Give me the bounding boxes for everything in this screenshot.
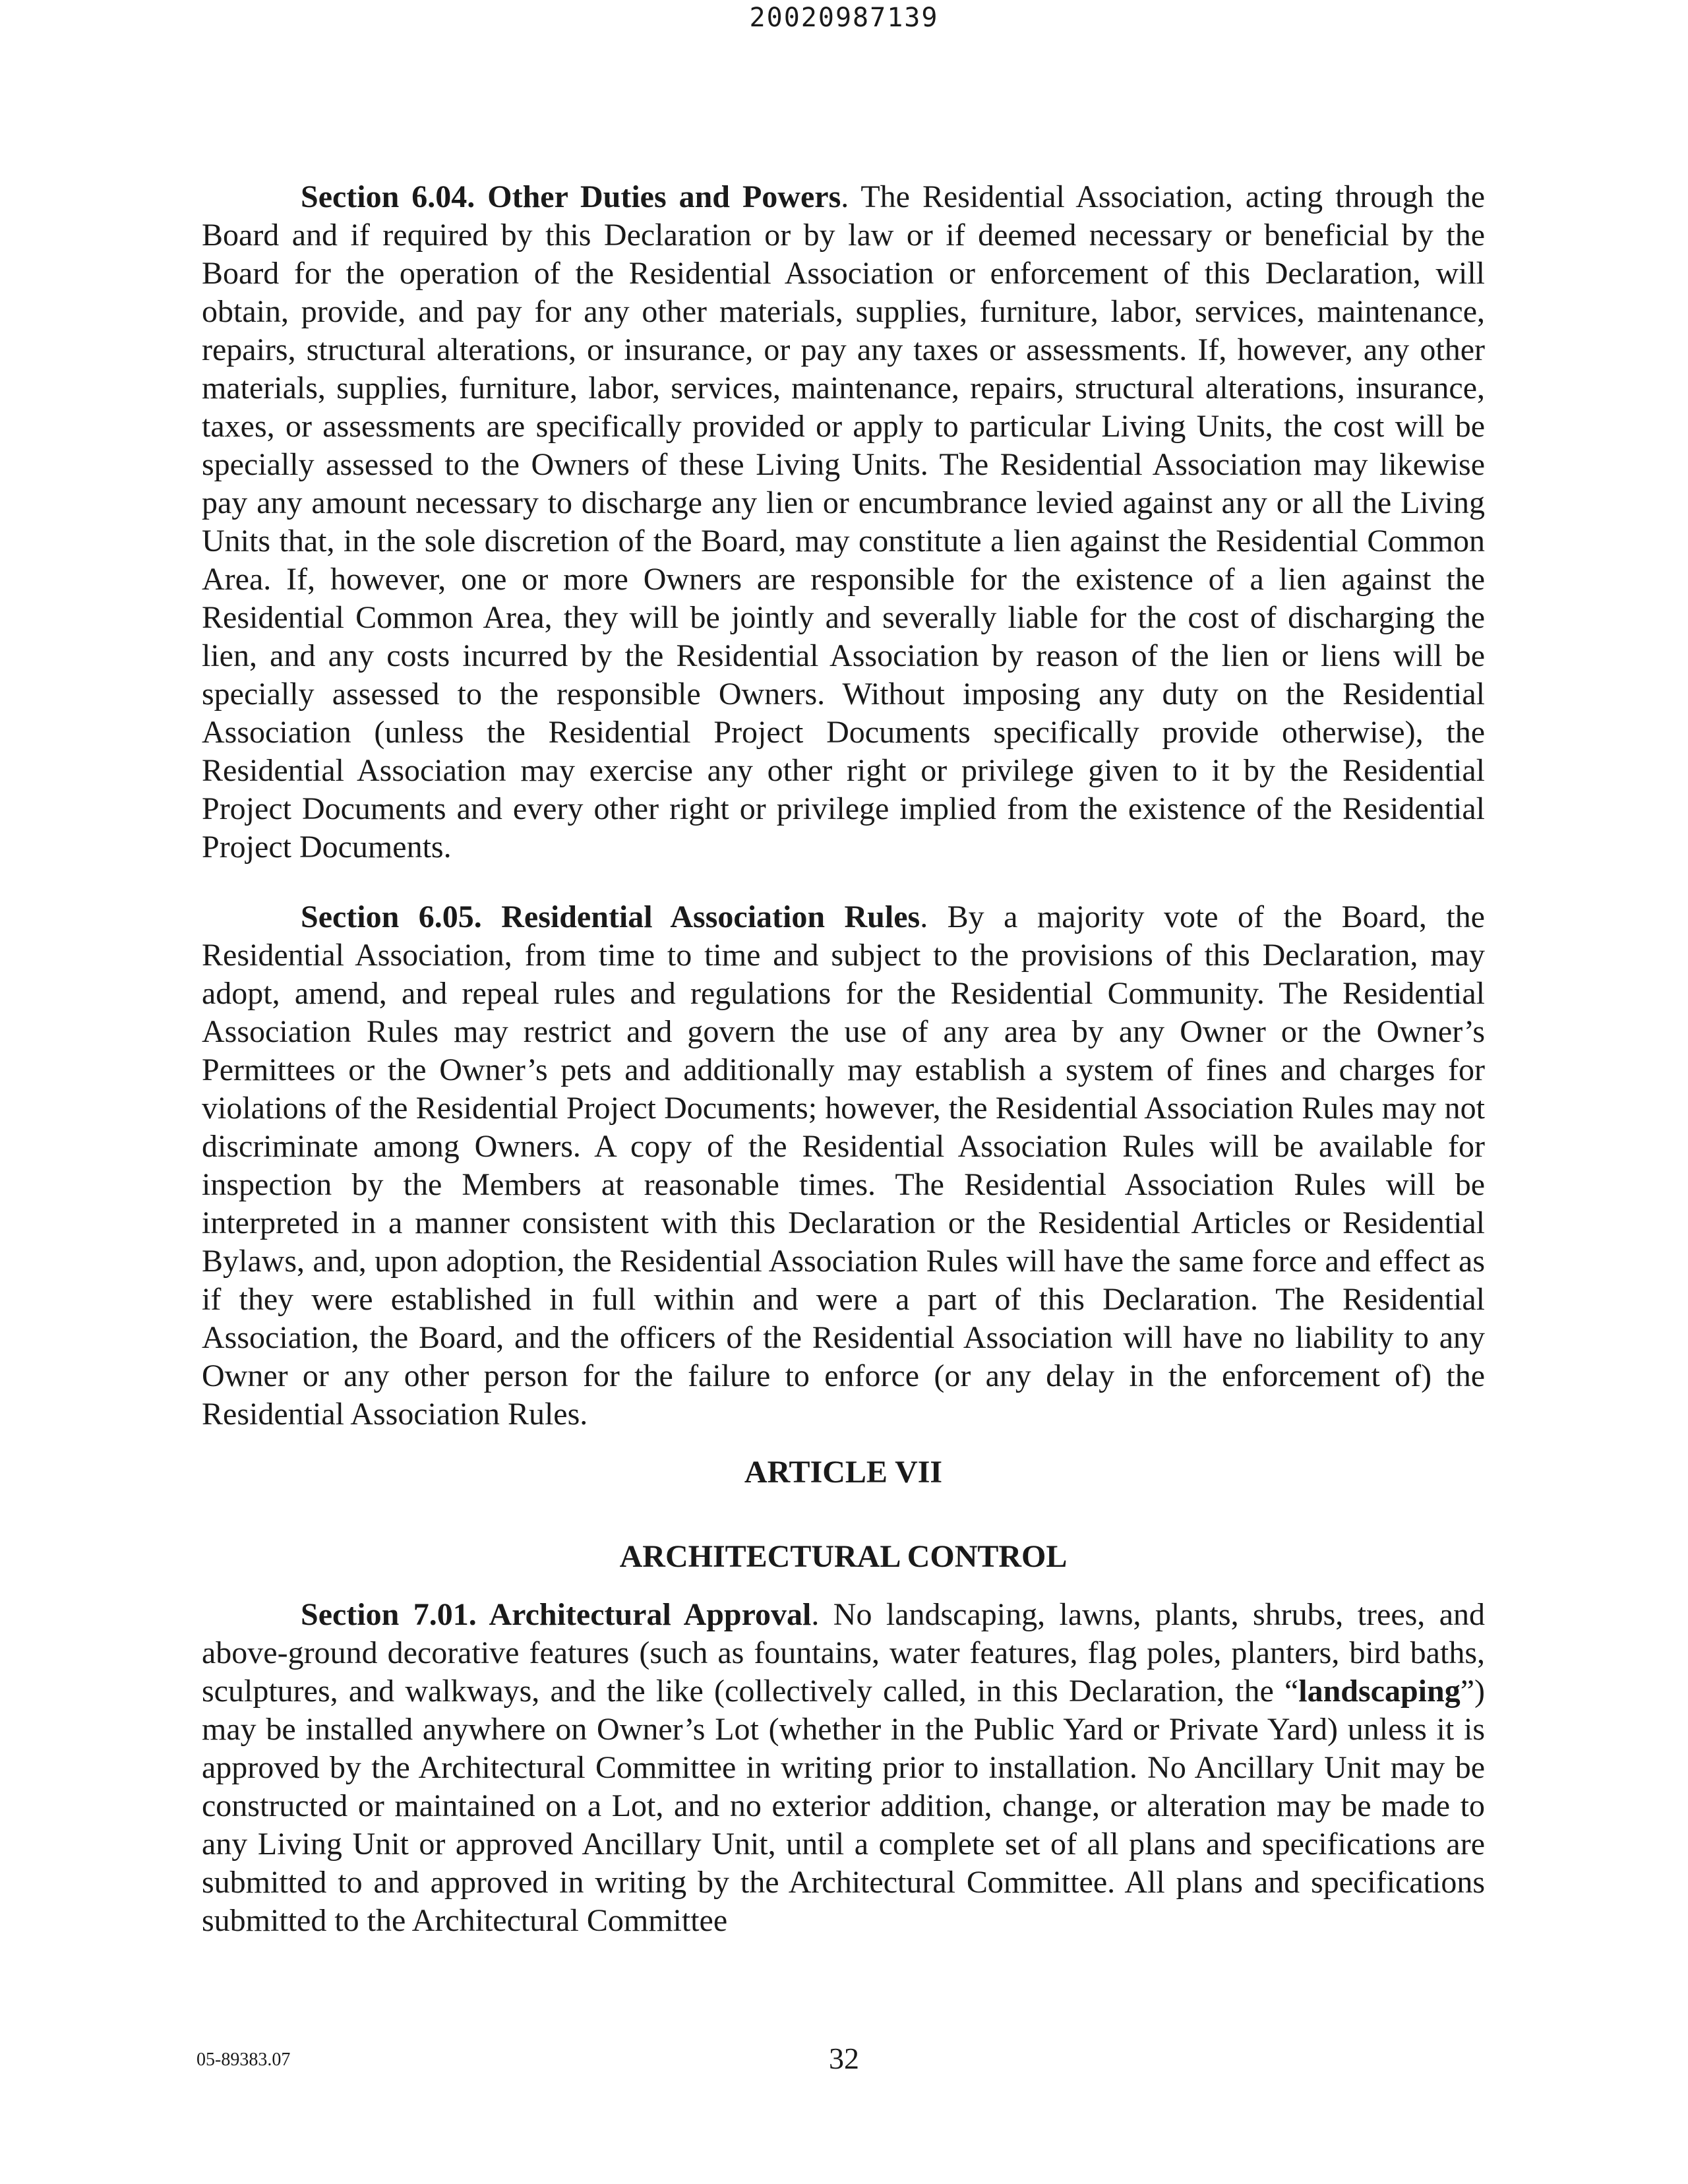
defined-term-landscaping: landscaping — [1298, 1674, 1461, 1709]
document-body — [202, 178, 1485, 1940]
section-7-01-text-before: . No landscaping, lawns, plants, shrubs, trees, and above-ground decorative features (such as fountains, water features, flag poles, planters, bird baths, sculptures, and walkways, and the like (collectively called, in this Declaration, the “ — [202, 1597, 1486, 1709]
document-number: 20020987139 — [749, 3, 939, 33]
section-6-04-text: . The Residential Association, acting through the Board and if required by this Declaration or by law or if deemed necessary or beneficial by the Board for the operation of the Residential Association or enforcement of this Declaration, will obtain, provide, and pay for any other materials, supplies, furniture, labor, services, maintenance, repairs, structural alterations, or insurance, or pay any taxes or assessments. If, however, any other materials, supplies, furniture, labor, services, maintenance, repairs, structural alterations, insurance, taxes, or assessments are specifically provided or apply to particular Living Units, the cost will be specially assessed to the Owners of these Living Units. The Residential Association may likewise pay any amount necessary to discharge any lien or encumbrance levied against any or all the Living Units that, in the sole discretion of the Board, may constitute a lien against the Residential Common Area. If, however, one or more Owners are responsible for the existence of a lien against the Residential Common Area, they will be jointly and severally liable for the cost of discharging the lien, and any costs incurred by the Residential Association by reason of the lien or liens will be specially assessed to the responsible Owners. Without imposing any duty on the Residential Association (unless the Residential Project Documents specifically provide otherwise), the Residential Association may exercise any other right or privilege given to it by the Residential Project Documents and every other right or privilege implied from the existence of the Residential Project Documents. — [202, 179, 1485, 864]
section-6-05-text: . By a majority vote of the Board, the Residential Association, from time to time and subject to the provisions of this Declaration, may adopt, amend, and repeal rules and regulations for the Residential Community. The Residential Association Rules may restrict and govern the use of any area by any Owner or the Owner’s Permittees or the Owner’s pets and additionally may establish a system of fines and charges for violations of the Residential Project Documents; however, the Residential Association Rules may not discriminate among Owners. A copy of the Residential Association Rules will be available for inspection by the Members at reasonable times. The Residential Association Rules will be interpreted in a manner consistent with this Declaration or the Residential Articles or Residential Bylaws, and, upon adoption, the Residential Association Rules will have the same force and effect as if they were established in full within and were a part of this Declaration. The Residential Association, the Board, and the officers of the Residential Association will have no liability to any Owner or any other person for the failure to enforce (or any delay in the enforcement of) the Residential Association Rules. — [202, 899, 1485, 1432]
section-7-01-paragraph — [202, 1596, 1485, 1940]
section-6-04-paragraph — [202, 178, 1485, 866]
section-6-05-title: Section 6.05. Residential Association Rules — [301, 899, 920, 934]
section-7-01-title: Section 7.01. Architectural Approval — [301, 1597, 812, 1632]
article-number-heading: ARTICLE VII — [744, 1455, 943, 1490]
section-6-04-title: Section 6.04. Other Duties and Powers — [301, 179, 841, 214]
article-title-heading: ARCHITECTURAL CONTROL — [619, 1539, 1068, 1574]
page-number: 32 — [829, 2042, 859, 2075]
section-7-01-text-after: ”) may be installed anywhere on Owner’s Lot (whether in the Public Yard or Private Yard) unless it is approved by the Architectural Committee in writing prior to installation. No Ancillary Unit may be constructed or maintained on a Lot, and no exterior addition, change, or alteration may be made to any Living Unit or approved Ancillary Unit, until a complete set of all plans and specifications are submitted to and approved in writing by the Architectural Committee. All plans and specifications submitted to the Architectural Committee — [202, 1674, 1485, 1938]
footer-document-code: 05-89383.07 — [196, 2049, 291, 2070]
section-6-05-paragraph — [202, 898, 1485, 1434]
